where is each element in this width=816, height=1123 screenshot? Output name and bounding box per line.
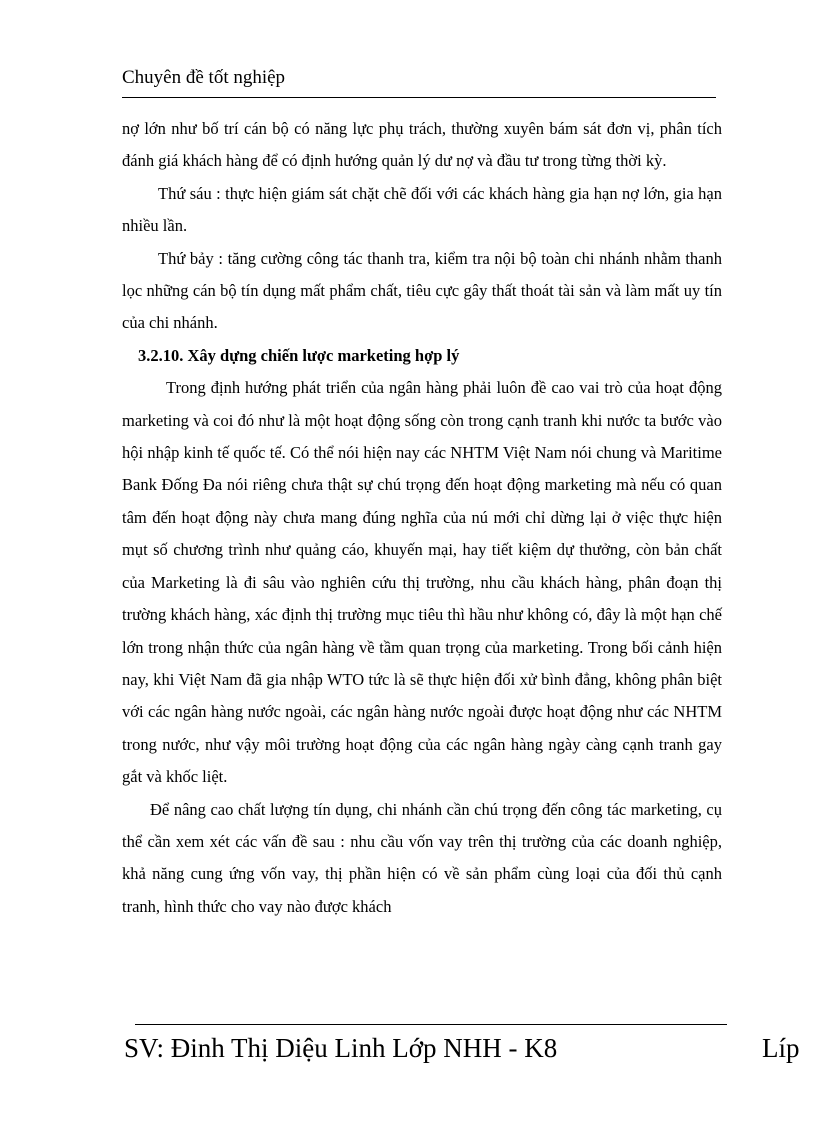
footer-student-info: SV: Đinh Thị Diệu Linh Lớp NHH - K8 <box>124 1033 558 1063</box>
footer-divider <box>135 1024 727 1025</box>
paragraph-5: Để nâng cao chất lượng tín dụng, chi nhánh cần chú trọng đến công tác marketing, cụ thể cần xem xét các vấn đề sau : nhu cầu vốn vay trên thị trường của các doanh nghiệp, khả năng cung ứng vốn vay, thị phần hiện có về sản phẩm cùng loại của đối thủ cạnh tranh, hình thức cho vay nào được khách <box>122 799 722 916</box>
paragraph-4: Trong định hướng phát triển của ngân hàng phải luôn đề cao vai trò của hoạt động marketing và coi đó như là một hoạt động sống còn trong cạnh tranh khi nước ta bước vào hội nhập kinh tế quốc tế. Có thể nói hiện nay các NHTM Việt Nam nói chung và Maritime Bank Đống Đa nói riêng chưa thật sự chú trọng đến hoạt động marketing mà nếu có quan tâm đến hoạt động này chưa mang đúng nghĩa của nú mới chỉ dừng lại ở việc thực hiện mụt số chương trình như quảng cáo, khuyến mại, hay tiết kiệm dự thưởng, còn bản chất của Marketing là đi sâu vào nghiên cứu thị trường, nhu cầu khách hàng, phân đoạn thị trường khách hàng, xác định thị trường mục tiêu thì hầu như không có, đây là một hạn chế lớn trong nhận thức của ngân hàng về tầm quan trọng của marketing. Trong bối cảnh hiện nay, khi Việt Nam đã gia nhập WTO tức là sẽ thực hiện đối xử bình đẳng, không phân biệt với các ngân hàng nước ngoài, các ngân hàng nước ngoài được hoạt động như các NHTM trong nước, như vậy môi trường hoạt động của các ngân hàng ngày càng cạnh tranh gay gắt và khốc liệt. <box>122 378 722 787</box>
footer-class-label: Líp <box>762 1033 800 1063</box>
paragraph-1: nợ lớn như bố trí cán bộ có năng lực phụ trách, thường xuyên bám sát đơn vị, phân tích đánh giá khách hàng để có định hướng quản lý dư nợ và đầu tư trong từng thời kỳ. <box>122 119 722 171</box>
paragraph-3: Thứ bảy : tăng cường công tác thanh tra, kiểm tra nội bộ toàn chi nhánh nhằm thanh lọc những cán bộ tín dụng mất phẩm chất, tiêu cực gây thất thoát tài sản và làm mất uy tín của chi nhánh. <box>122 248 722 333</box>
document-body <box>122 113 722 923</box>
section-heading: 3.2.10. Xây dựng chiến lược marketing hợp lý <box>138 345 460 365</box>
paragraph-2: Thứ sáu : thực hiện giám sát chặt chẽ đối với các khách hàng gia hạn nợ lớn, gia hạn nhiều lần. <box>122 183 722 236</box>
page-header-title: Chuyên đề tốt nghiệp <box>122 67 286 88</box>
header-divider <box>122 97 716 98</box>
